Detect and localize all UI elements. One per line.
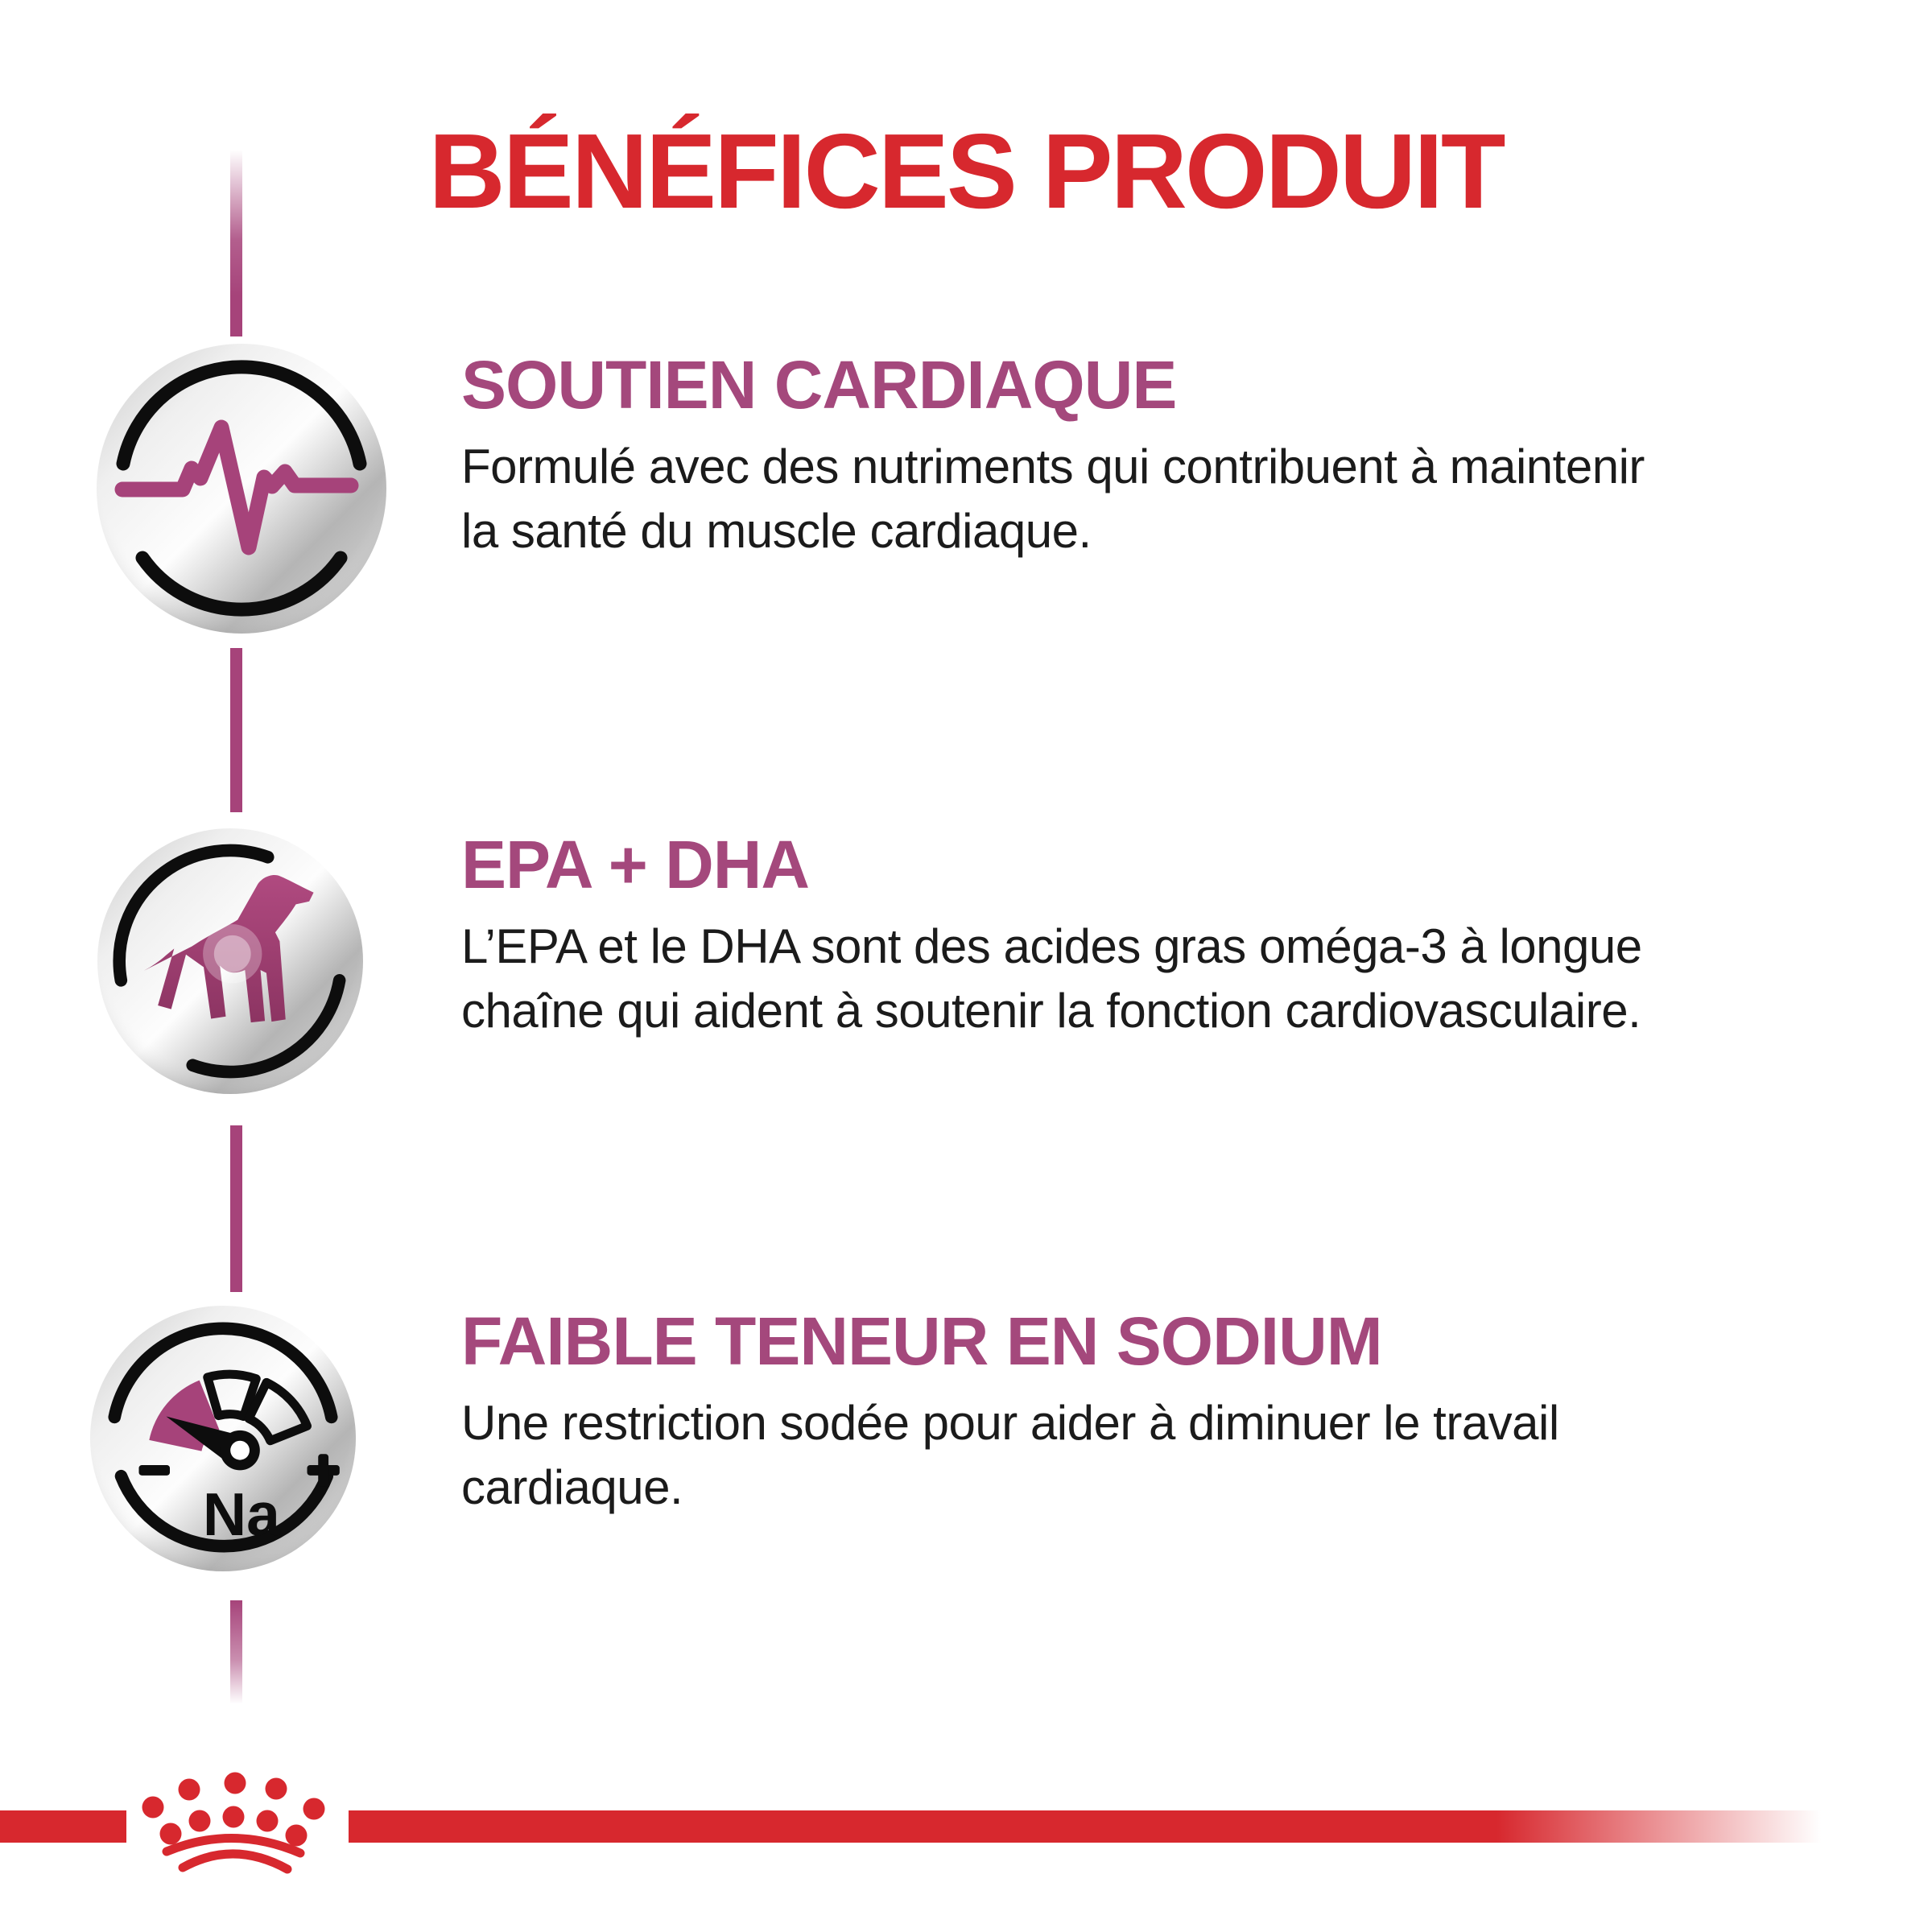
section-heading: FAIBLE TENEUR EN SODIUM: [461, 1303, 1382, 1379]
section-heading: EPA + DHA: [461, 827, 810, 902]
connector-line-mid-1: [230, 648, 242, 812]
footer-stripe-left: [0, 1810, 126, 1843]
heartbeat-icon: [97, 344, 386, 634]
crown-base-arc-lower: [183, 1854, 287, 1869]
body-line: cardiaque.: [461, 1460, 683, 1514]
dog-omega3-icon: [97, 828, 363, 1094]
section-body: [461, 1391, 1910, 1520]
connector-line-top: [230, 150, 242, 336]
omega3-spot-inner: [214, 935, 251, 972]
needle-hub-center: [230, 1441, 250, 1460]
minus-sign: [139, 1465, 171, 1476]
body-line: Formulé avec des nutriments qui contribuent à maintenir: [461, 440, 1645, 493]
body-line: la santé du muscle cardiaque.: [461, 504, 1092, 558]
benefit-section-epa-dha: [461, 828, 1910, 1043]
page-title: BÉNÉFICES PRODUIT: [428, 112, 1504, 231]
footer-stripe-right: [349, 1810, 1932, 1843]
body-line: Une restriction sodée pour aider à diminuer le travail: [461, 1396, 1559, 1450]
body-line: chaîne qui aident à soutenir la fonction cardiovasculaire.: [461, 984, 1641, 1038]
section-body: [461, 435, 1910, 564]
connector-line-bottom: [230, 1600, 242, 1708]
section-body: [461, 914, 1910, 1043]
benefit-section-low-sodium: [461, 1304, 1910, 1520]
body-line: L’EPA et le DHA sont des acides gras oméga-3 à longue: [461, 919, 1642, 973]
royal-canin-crown-icon: [113, 1763, 354, 1892]
sodium-symbol-label: Na: [202, 1480, 280, 1549]
benefit-section-cardiac-support: [461, 348, 1910, 564]
plus-sign-vertical: [318, 1454, 328, 1486]
connector-line-mid-2: [230, 1125, 242, 1292]
section-heading: SOUTIEN CARDIAQUE: [461, 347, 1177, 423]
sodium-gauge-icon: [90, 1306, 356, 1571]
